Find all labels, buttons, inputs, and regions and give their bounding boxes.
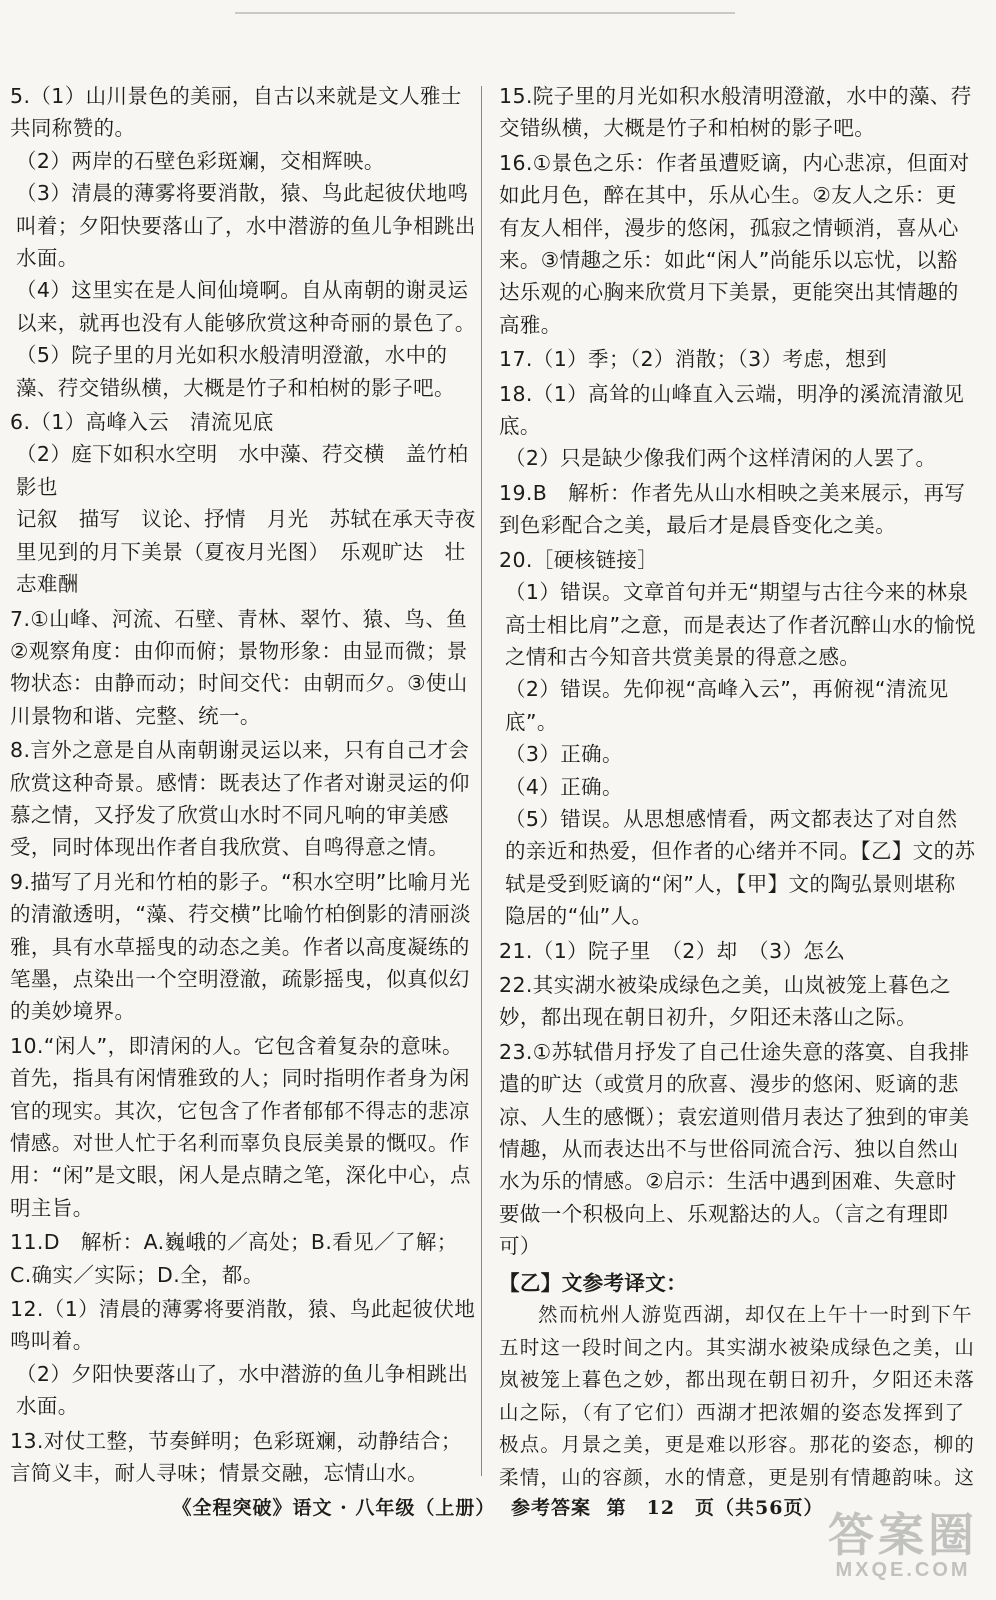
answer-item xyxy=(499,147,976,341)
answer-item xyxy=(499,935,976,967)
answer-line: （2）庭下如积水空明 水中藻、荇交横 盖竹柏影也 xyxy=(16,442,469,499)
answer-line: （1）错误。文章首句并无“期望与古往今来的林泉高士相比肩”之意，而是表达了作者沉醉山水的愉悦之情和古今知音共赏美景的得意之感。 xyxy=(505,580,976,669)
answer-item xyxy=(10,1226,478,1291)
footer-book-title: 《全程突破》语文 · 八年级（上册） xyxy=(172,1497,496,1519)
answer-item xyxy=(10,734,478,864)
answer-item xyxy=(10,1293,478,1423)
answer-line: 21.（1）院子里 （2）却 （3）怎么 xyxy=(499,938,846,963)
answer-line: 13.对仗工整，节奏鲜明；色彩斑斓，动静结合；言简义丰，耐人寻味；情景交融，忘情山水。 xyxy=(10,1428,462,1486)
watermark-sub: MXQE.COM xyxy=(835,1559,971,1581)
answer-line: （2）错误。先仰视“高峰入云”，再俯视“清流见底”。 xyxy=(505,677,949,734)
answer-line: 19.B 解析：作者先从山水相映之美来展示，再写到色彩配合之美，最后才是晨昏变化之美。 xyxy=(499,480,966,538)
answer-line: 6.（1）高峰入云 清流见底 xyxy=(10,410,274,435)
answer-item xyxy=(10,1425,478,1490)
answer-line: （3）正确。 xyxy=(505,742,623,767)
answer-item xyxy=(499,378,976,475)
answer-line: （4）正确。 xyxy=(505,774,623,799)
top-rule xyxy=(235,12,735,14)
answer-line: 5.（1）山川景色的美丽，自古以来就是文人雅士共同称赞的。 xyxy=(10,84,462,141)
answer-line: 记叙 描写 议论、抒情 月光 苏轼在承天寺夜里见到的月下美景（夏夜月光图） 乐观旷达 壮志难酬 xyxy=(16,507,476,597)
answer-line: 16.①景色之乐：作者虽遭贬谪，内心悲凉，但面对如此月色，醉在其中，乐从心生。②友人之乐：更有友人相伴，漫步的悠闲，孤寂之情顿消，喜从心来。③情趣之乐：如此“闲人”尚能乐以忘忧，以豁达乐观的心胸来欣赏月下美景，更能突出其情趣的高雅。 xyxy=(499,150,970,337)
answer-item xyxy=(499,343,976,375)
answer-item xyxy=(10,866,478,1028)
answer-line: 12.（1）清晨的薄雾将要消散，猿、鸟此起彼伏地鸣叫着。 xyxy=(10,1297,476,1354)
translation-block xyxy=(499,1299,976,1490)
answer-line: （3）清晨的薄雾将要消散，猿、鸟此起彼伏地鸣叫着；夕阳快要落山了，水中潜游的鱼儿争相跳出水面。 xyxy=(16,181,476,271)
answer-item xyxy=(499,544,976,933)
left-column xyxy=(10,80,478,1490)
right-column xyxy=(499,80,976,1490)
answer-item xyxy=(10,80,478,404)
answer-line: 20.［硬核链接］ xyxy=(499,547,659,572)
answer-item xyxy=(499,1036,976,1263)
footer-page-number: 第 12 页（共56页） xyxy=(606,1497,824,1519)
translation-text: 然而杭州人游览西湖，却仅在上午十一时到下午五时这一段时间之内。其实湖水被染成绿色之美，山岚被笼上暮色之妙，都出现在朝日初升，夕阳还未落山之际，（有了它们）西湖才把浓媚的姿态发挥到了极点。月景之美，更是难以形容。那花的姿态，柳的柔情，山的容颜，水的情意，更是别有情趣韵味。这 xyxy=(499,1303,976,1489)
answer-line: 15.院子里的月光如积水般清明澄澈，水中的藻、荇交错纵横，大概是竹子和柏树的影子吧。 xyxy=(499,84,972,141)
answer-line: （2）夕阳快要落山了，水中潜游的鱼儿争相跳出水面。 xyxy=(16,1361,469,1419)
answer-item xyxy=(10,406,478,600)
answer-item xyxy=(10,1030,478,1224)
answer-line: （2）只是缺少像我们两个这样清闲的人罢了。 xyxy=(505,446,937,471)
footer-section: 参考答案 xyxy=(510,1497,591,1519)
answer-item xyxy=(10,603,478,733)
answer-line: 9.描写了月光和竹柏的影子。“积水空明”比喻月光的清澈透明，“藻、荇交横”比喻竹柏倒影的清丽淡雅，具有水草摇曳的动态之美。作者以高度凝练的笔墨，点染出一个空明澄澈，疏影摇曳，似真似幻的美妙境界。 xyxy=(10,869,471,1024)
right-answer-list xyxy=(499,80,976,1263)
answer-line: 10.“闲人”，即清闲的人。它包含着复杂的意味。首先，指具有闲情雅致的人；同时指明作者身为闲官的现实。其次，它包含了作者郁郁不得志的悲凉情感。对世人忙于名利而辜负良辰美景的慨叹。作用：“闲”是文眼，闲人是点睛之笔，深化中心，点明主旨。 xyxy=(10,1033,471,1220)
answer-line: 7.①山峰、河流、石壁、青林、翠竹、猿、鸟、鱼②观察角度：由仰而俯；景物形象：由显而微；景物状态：由静而动；时间交代：由朝而夕。③使山川景物和谐、完整、统一。 xyxy=(10,606,468,728)
answer-line: （5）错误。从思想感情看，两文都表达了对自然的亲近和热爱，但作者的心绪并不同。【乙】文的苏轼是受到贬谪的“闲”人，【甲】文的陶弘景则堪称隐居的“仙”人。 xyxy=(505,806,976,929)
watermark-main: 答案圈 xyxy=(828,1509,978,1561)
answer-line: 17.（1）季；（2）消散；（3）考虑，想到 xyxy=(499,347,888,372)
answer-line: 11.D 解析：A.巍峨的／高处；B.看见／了解；C.确实／实际；D.全，都。 xyxy=(10,1230,458,1287)
answer-line: 22.其实湖水被染成绿色之美，山岚被笼上暮色之妙，都出现在朝日初升，夕阳还未落山之际。 xyxy=(499,972,951,1030)
answer-line: 18.（1）高耸的山峰直入云端，明净的溪流清澈见底。 xyxy=(499,381,965,439)
answer-line: （2）两岸的石壁色彩斑斓，交相辉映。 xyxy=(16,148,385,173)
answer-line: 8.言外之意是自从南朝谢灵运以来，只有自己才会欣赏这种奇景。感情：既表达了作者对谢灵运的仰慕之情，又抒发了欣赏山水时不同凡响的审美感受，同时体现出作者自我欣赏、自鸣得意之情。 xyxy=(10,738,470,860)
watermark-logo xyxy=(828,1511,978,1582)
answer-line: （4）这里实在是人间仙境啊。自从南朝的谢灵运以来，就再也没有人能够欣赏这种奇丽的景色了。 xyxy=(16,278,476,335)
answer-item xyxy=(499,477,976,542)
answer-line: （5）院子里的月光如积水般清明澄澈，水中的藻、荇交错纵横，大概是竹子和柏树的影子吧。 xyxy=(16,343,455,400)
answer-item xyxy=(499,969,976,1034)
answer-page xyxy=(10,80,976,1490)
answer-item xyxy=(499,80,976,145)
translation-title: 【乙】文参考译文： xyxy=(499,1270,688,1295)
answer-line: 23.①苏轼借月抒发了自己仕途失意的落寞、自我排遣的旷达（或赏月的欣喜、漫步的悠闲、贬谪的悲凉、人生的感慨）；袁宏道则借月表达了独到的审美情趣，从而表达出不与世俗同流合污、独以自然山水为乐的情感。②启示：生活中遇到困难、失意时要做一个积极向上、乐观豁达的人。（言之有理即可） xyxy=(499,1039,970,1259)
